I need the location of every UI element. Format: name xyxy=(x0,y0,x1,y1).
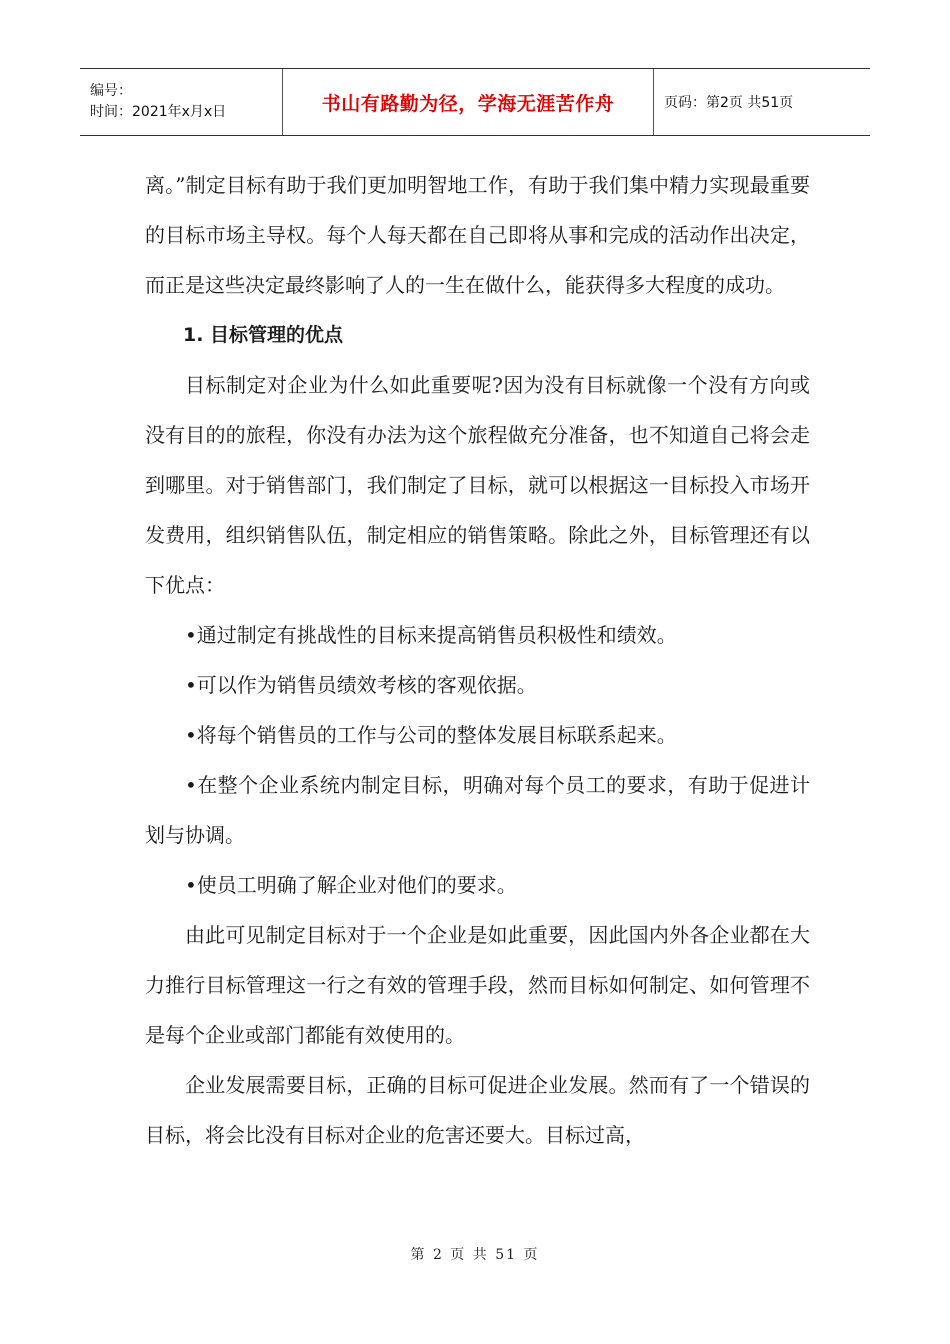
header-page-number: 页码：第2页 共51页 xyxy=(664,95,794,111)
document-header xyxy=(80,68,870,136)
header-page-cell xyxy=(654,69,870,135)
document-code-label: 编号： xyxy=(90,83,132,99)
document-time-label: 时间：2021年x月x日 xyxy=(90,104,227,120)
paragraph: 由此可见制定目标对于一个企业是如此重要，因此国内外各企业都在大力推行目标管理这一行之有效的管理手段，然而目标如何制定、如何管理不是每个企业或部门都能有效使用的。 xyxy=(145,923,810,1047)
header-motto-cell xyxy=(282,69,654,135)
header-motto: 书山有路勤为径，学海无涯苦作舟 xyxy=(321,92,615,115)
bullet-item: •在整个企业系统内制定目标，明确对每个员工的要求，有助于促进计划与协调。 xyxy=(145,773,810,847)
paragraph: 企业发展需要目标，正确的目标可促进企业发展。然而有了一个错误的目标，将会比没有目标对企业的危害还要大。目标过高， xyxy=(145,1073,810,1147)
bullet-item: •将每个销售员的工作与公司的整体发展目标联系起来。 xyxy=(185,723,677,747)
paragraph: 目标制定对企业为什么如此重要呢?因为没有目标就像一个没有方向或没有目的的旅程，你没有办法为这个旅程做充分准备，也不知道自己将会走到哪里。对于销售部门，我们制定了目标，就可以根据这一目标投入市场开发费用，组织销售队伍，制定相应的销售策略。除此之外，目标管理还有以下优点： xyxy=(145,373,810,597)
document-body xyxy=(145,160,810,1160)
bullet-item: •可以作为销售员绩效考核的客观依据。 xyxy=(185,673,537,697)
header-meta xyxy=(80,69,282,135)
section-heading: 1. 目标管理的优点 xyxy=(183,324,344,346)
paragraph: 离。”制定目标有助于我们更加明智地工作，有助于我们集中精力实现最重要的目标市场主导权。每个人每天都在自己即将从事和完成的活动作出决定，而正是这些决定最终影响了人的一生在做什么，能获得多大程度的成功。 xyxy=(145,173,810,297)
bullet-item: •使员工明确了解企业对他们的要求。 xyxy=(185,873,517,897)
page-footer: 第 2 页 共 51 页 xyxy=(410,1247,540,1263)
bullet-item: •通过制定有挑战性的目标来提高销售员积极性和绩效。 xyxy=(185,623,677,647)
